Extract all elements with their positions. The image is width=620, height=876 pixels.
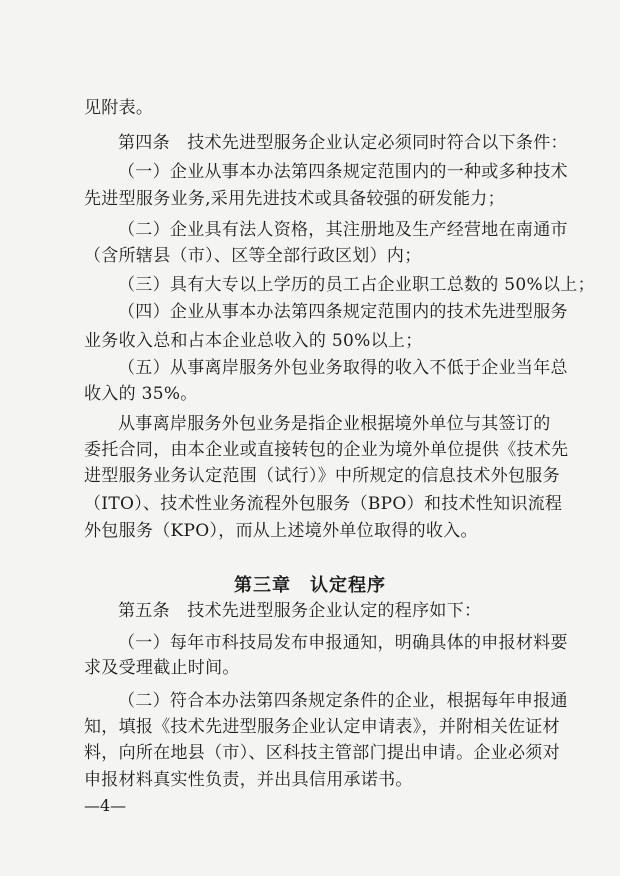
article-5-heading: 第五条 技术先进型服务企业认定的程序如下：	[118, 601, 482, 621]
text-line-5: （二）企业具有法人资格，其注册地及生产经营地在南通市	[118, 220, 568, 240]
text-line-7: （三）具有大专以上学历的员工占企业职工总数的 50%以上；	[118, 275, 595, 295]
text-line-11: 收入的 35%。	[84, 384, 198, 404]
chapter-3-heading: 第三章 认定程序	[234, 575, 386, 596]
text-line-13: 委托合同，由本企业或直接转包的企业为境外单位提供《技术先	[84, 440, 569, 460]
text-line-22: 知，填报《技术先进型服务企业认定申请表》，并附相关佐证材	[84, 717, 560, 737]
text-line-15: （ITO）、技术性业务流程外包服务（BPO）和技术性知识流程	[84, 494, 563, 514]
text-line-21: （二）符合本办法第四条规定条件的企业，根据每年申报通	[118, 691, 568, 711]
text-line-24: 申报材料真实性负责，并出具信用承诺书。	[84, 770, 413, 790]
text-line-12: 从事离岸服务外包业务是指企业根据境外单位与其签订的	[118, 414, 551, 434]
text-line-9: 业务收入总和占本企业总收入的 50%以上；	[84, 331, 423, 351]
text-line-20: 求及受理截止时间。	[84, 658, 240, 678]
text-line-1: 见附表。	[84, 98, 154, 118]
text-line-14: 进型服务业务认定范围（试行）》中所规定的信息技术外包服务	[84, 466, 560, 486]
text-line-19: （一）每年市科技局发布申报通知，明确具体的申报材料要	[118, 633, 568, 653]
text-line-10: （五）从事离岸服务外包业务取得的收入不低于企业当年总	[118, 358, 568, 378]
text-line-8: （四）企业从事本办法第四条规定范围内的技术先进型服务	[118, 302, 568, 322]
text-line-6: （含所辖县（市）、区等全部行政区划）内；	[84, 246, 422, 266]
page-number: —4—	[84, 796, 127, 815]
text-line-23: 料，向所在地县（市）、区科技主管部门提出申请。企业必须对	[84, 743, 560, 763]
text-line-4: 先进型服务业务,采用先进技术或具备较强的研发能力；	[84, 189, 505, 209]
text-line-16: 外包服务（KPO），而从上述境外单位取得的收入。	[84, 521, 478, 541]
text-line-3: （一）企业从事本办法第四条规定范围内的一种或多种技术	[118, 162, 568, 182]
article-4-heading: 第四条 技术先进型服务企业认定必须同时符合以下条件：	[118, 133, 568, 153]
